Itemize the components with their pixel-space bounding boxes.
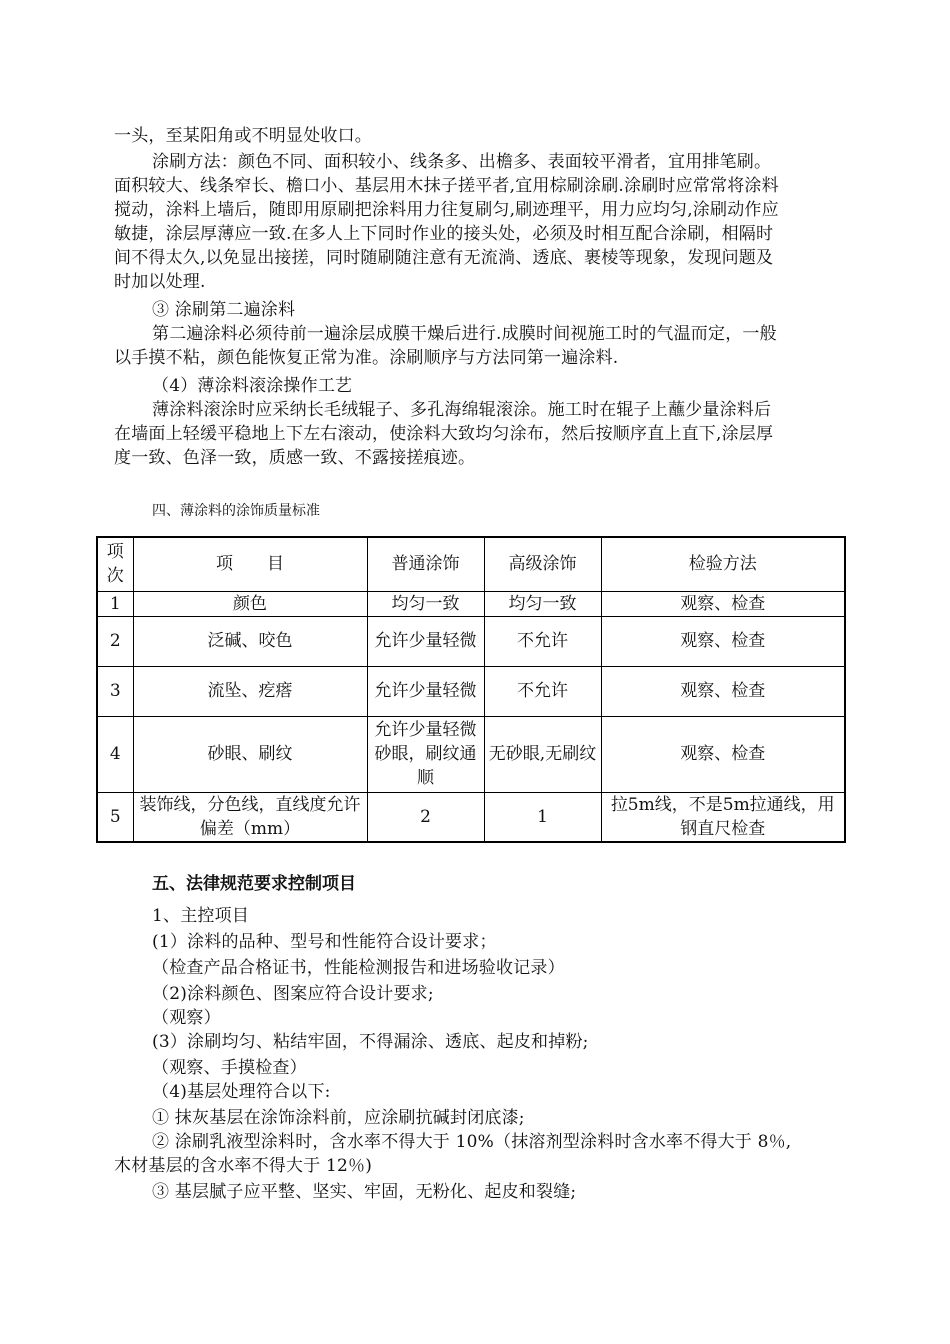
table-cell: 不允许 (484, 616, 601, 666)
subheading: （4）薄涂料滚涂操作工艺 (152, 376, 353, 396)
table-row (97, 716, 845, 792)
table-header-row (97, 537, 845, 591)
paragraph-line: 度一致、色泽一致，质感一致、不露接搓痕迹。 (114, 448, 476, 468)
table-cell: 3 (97, 666, 133, 716)
subheading: ③ 涂刷第二遍涂料 (152, 300, 296, 320)
table-cell: 拉5m线，不是5m拉通线，用钢直尺检查 (601, 792, 845, 842)
paragraph-line: 第二遍涂料必须待前一遍涂层成膜干燥后进行.成膜时间视施工时的气温而定，一般 (152, 324, 777, 344)
table-row (97, 792, 845, 842)
subheading: 1、主控项目 (152, 906, 250, 926)
header-method: 检验方法 (601, 537, 845, 591)
table-row (97, 616, 845, 666)
paragraph-line: 以手摸不粘，颜色能恢复正常为准。涂刷顺序与方法同第一遍涂料. (114, 348, 619, 368)
list-item: ② 涂刷乳液型涂料时，含水率不得大于 10%（抹溶剂型涂料时含水率不得大于 8％, (152, 1132, 792, 1152)
table-row (97, 666, 845, 716)
table-cell: 砂眼、刷纹 (133, 716, 367, 792)
paragraph-line: 面积较大、线条窄长、檐口小、基层用木抹子搓平者,宜用棕刷涂刷.涂刷时应常常将涂料 (114, 176, 779, 196)
table-cell: 观察、检查 (601, 616, 845, 666)
table-cell: 2 (97, 616, 133, 666)
table-cell: 5 (97, 792, 133, 842)
header-item: 项 目 (133, 537, 367, 591)
list-item: （2)涂料颜色、图案应符合设计要求; (152, 984, 434, 1004)
table-cell: 4 (97, 716, 133, 792)
table-cell: 2 (367, 792, 484, 842)
paragraph-line: 在墙面上轻缓平稳地上下左右滚动，使涂料大致均匀涂布，然后按顺序直上直下,涂层厚 (114, 424, 774, 444)
table-cell: 1 (484, 792, 601, 842)
section-heading: 五、法律规范要求控制项目 (152, 874, 356, 894)
table-row (97, 591, 845, 616)
table-cell: 均匀一致 (367, 591, 484, 616)
list-item: （观察、手摸检查） (152, 1058, 307, 1078)
paragraph-line: 一头，至某阳角或不明显处收口。 (114, 126, 372, 146)
table-cell: 观察、检查 (601, 716, 845, 792)
table-cell: 不允许 (484, 666, 601, 716)
table-cell: 无砂眼,无刷纹 (484, 716, 601, 792)
table-cell: 流坠、疙瘩 (133, 666, 367, 716)
table-cell: 均匀一致 (484, 591, 601, 616)
table-cell: 观察、检查 (601, 666, 845, 716)
paragraph-line: 时加以处理. (114, 272, 206, 292)
paragraph-line: 间不得太久,以免显出接搓，同时随刷随注意有无流淌、透底、裹棱等现象，发现问题及 (114, 248, 774, 268)
list-item: ① 抹灰基层在涂饰涂料前，应涂刷抗碱封闭底漆; (152, 1108, 525, 1128)
table-cell: 允许少量轻微 (367, 666, 484, 716)
table-cell: 泛碱、咬色 (133, 616, 367, 666)
list-item: 木材基层的含水率不得大于 12％) (114, 1156, 373, 1176)
list-item: (3）涂刷均匀、粘结牢固，不得漏涂、透底、起皮和掉粉; (152, 1032, 589, 1052)
header-standard: 普通涂饰 (367, 537, 484, 591)
paragraph-line: 敏捷，涂层厚薄应一致.在多人上下同时作业的接头处，必须及时相互配合涂刷，相隔时 (114, 224, 774, 244)
table-caption: 四、薄涂料的涂饰质量标准 (152, 503, 320, 519)
table-cell: 装饰线，分色线，直线度允许偏差（mm） (133, 792, 367, 842)
quality-standard-table (96, 536, 846, 843)
header-item-no: 项次 (97, 537, 133, 591)
list-item: (1）涂料的品种、型号和性能符合设计要求； (152, 932, 497, 952)
paragraph-line: 薄涂料滚涂时应采纳长毛绒辊子、多孔海绵辊滚涂。施工时在辊子上蘸少量涂料后 (152, 400, 772, 420)
table-cell: 颜色 (133, 591, 367, 616)
paragraph-line: 搅动，涂料上墙后，随即用原刷把涂料用力往复刷匀,刷迹理平，用力应均匀,涂刷动作应 (114, 200, 779, 220)
list-item: （观察） (152, 1008, 221, 1028)
list-item: （4)基层处理符合以下: (152, 1082, 331, 1102)
table-cell: 允许少量轻微 (367, 616, 484, 666)
header-advanced: 高级涂饰 (484, 537, 601, 591)
table-cell: 观察、检查 (601, 591, 845, 616)
table-cell: 允许少量轻微砂眼，刷纹通顺 (367, 716, 484, 792)
list-item: （检查产品合格证书，性能检测报告和进场验收记录） (152, 958, 565, 978)
paragraph-line: 涂刷方法：颜色不同、面积较小、线条多、出檐多、表面较平滑者，宜用排笔刷。 (152, 152, 772, 172)
table-cell: 1 (97, 591, 133, 616)
list-item: ③ 基层腻子应平整、坚实、牢固，无粉化、起皮和裂缝; (152, 1182, 577, 1202)
